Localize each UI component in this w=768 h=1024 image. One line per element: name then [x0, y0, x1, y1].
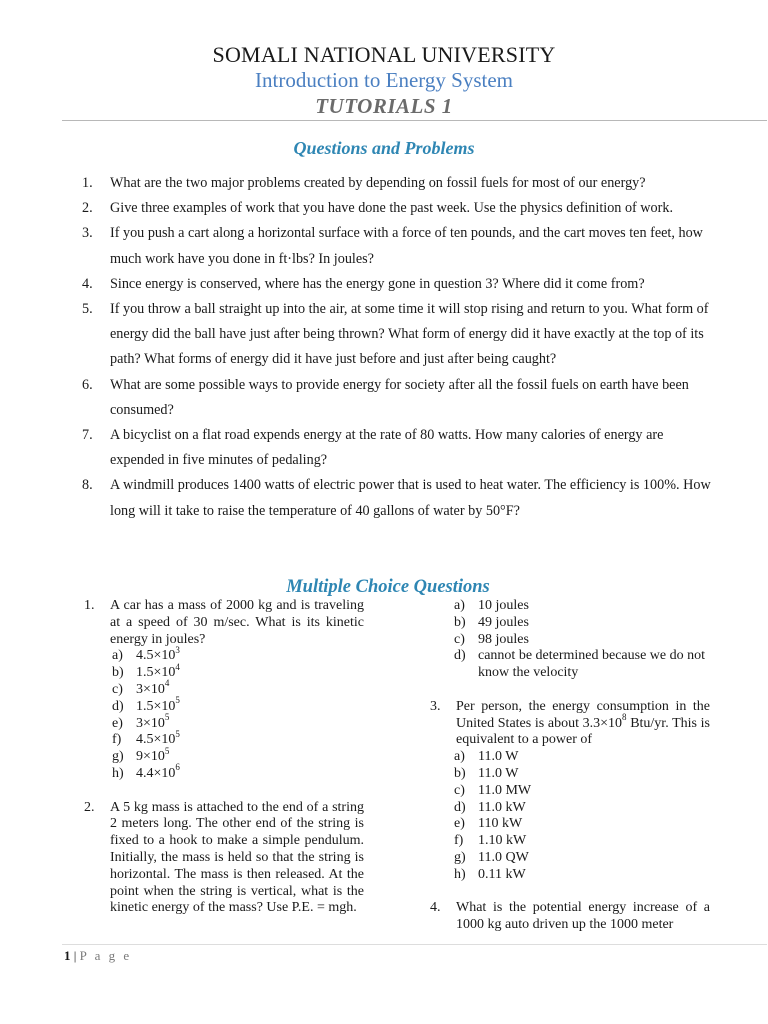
mcq-item [84, 800, 364, 918]
question-text: A windmill produces 1400 watts of electric power that is used to heat water. The efficiency is 100%. How long will it take to raise the temperature of 40 gallons of water by 50°F? [110, 477, 711, 519]
mcq-number: 3. [430, 698, 441, 714]
option-letter: h) [112, 765, 124, 781]
footer-divider [62, 944, 767, 945]
question-item [82, 171, 712, 196]
mcq-number: 4. [430, 900, 441, 916]
question-text: If you push a cart along a horizontal surface with a force of ten pounds, and the cart moves ten feet, how much work have you done in ft·lbs? In joules? [110, 225, 703, 267]
option-letter: a) [454, 749, 465, 765]
option-letter: b) [454, 765, 466, 781]
question-number: 5. [82, 301, 93, 318]
question-number: 4. [82, 275, 93, 292]
question-number: 8. [82, 477, 93, 494]
course-title: Introduction to Energy System [255, 68, 513, 92]
page-footer [64, 948, 132, 964]
mcq-text: A 5 kg mass is attached to the end of a string 2 meters long. The other end of the string is fixed to a hook to make a simple pendulum. Initially, the mass is held so that the string is horizontal. The mass is then released. At the point when the string is vertical, what is the kinetic energy of the mass? Use P.E. = mgh. [110, 799, 364, 916]
tutorial-title: TUTORIALS 1 [315, 94, 453, 118]
mcq-option [430, 833, 710, 850]
option-text: $3\times 10^4$ [136, 678, 170, 697]
question-number: 6. [82, 376, 93, 393]
option-letter: e) [454, 816, 465, 832]
option-text: 49 joules [478, 614, 529, 630]
mcq-option [84, 661, 364, 682]
option-letter: a) [454, 598, 465, 613]
option-letter: f) [112, 732, 122, 748]
mcq-option [430, 648, 710, 682]
option-letter: c) [112, 681, 123, 697]
option-letter: a) [112, 648, 123, 664]
page-number: 1 [64, 948, 71, 963]
question-text: What are the two major problems created by depending on fossil fuels for most of our energy? [110, 175, 646, 191]
option-text: 11.0 kW [478, 799, 526, 815]
option-text: 11.0 QW [478, 849, 529, 865]
mcq-number: 2. [84, 799, 95, 815]
option-letter: b) [454, 614, 466, 630]
mcq-option [84, 745, 364, 766]
mcq-item [84, 598, 364, 648]
question-item [82, 473, 712, 523]
mcq-option [430, 816, 710, 833]
mcq-option [430, 867, 710, 884]
question-number: 3. [82, 225, 93, 242]
mcq-column-left [84, 598, 364, 917]
option-text: $9\times 10^5$ [136, 745, 170, 765]
question-text: Since energy is conserved, where has the energy gone in question 3? Where did it come from? [110, 275, 645, 292]
question-item [82, 373, 712, 423]
option-text: $4.4\times 10^6$ [136, 762, 180, 781]
mcq-option [84, 695, 364, 716]
option-letter: h) [454, 866, 466, 882]
option-text: 10 joules [478, 598, 529, 613]
question-text: Give three examples of work that you have done the past week. Use the physics definition of work. [110, 200, 674, 217]
header-divider [62, 120, 767, 121]
option-letter: c) [454, 631, 465, 647]
option-text: 110 kW [478, 816, 523, 832]
mcq-option [84, 644, 364, 665]
option-letter: g) [454, 849, 466, 865]
mcq-option [84, 728, 364, 749]
option-text: 0.11 kW [478, 866, 526, 882]
mcq-text: A car has a mass of 2000 kg and is traveling at a speed of 30 m/sec. What is its kinetic energy in joules? [110, 598, 364, 647]
option-letter: d) [454, 799, 466, 815]
question-number: 7. [82, 427, 93, 444]
option-text: 11.0 W [478, 749, 519, 765]
question-number: 2. [82, 200, 93, 217]
mcq-option [430, 615, 710, 632]
section-title-mcq: Multiple Choice Questions [286, 577, 490, 597]
question-item [82, 196, 712, 221]
option-text: $4.5\times 10^5$ [136, 728, 180, 748]
option-letter: g) [112, 749, 124, 765]
option-letter: b) [112, 665, 124, 681]
mcq-option [430, 749, 710, 766]
mcq-option [430, 783, 710, 800]
option-letter: e) [112, 715, 123, 731]
question-text: If you throw a ball straight up into the air, at some time it will stop rising and return to you. What form of energy did the ball have just after being thrown? What form of energy did it have exactly at the top of its path? What forms of energy did it have just before and just after being caught? [110, 301, 709, 368]
mcq-option [430, 800, 710, 817]
option-text: $4.5\times 10^3$ [136, 644, 180, 664]
mcq-column-right [430, 598, 710, 934]
mcq-item [430, 699, 710, 749]
option-text: 11.0 W [478, 765, 519, 781]
option-text: $3\times 10^5$ [136, 711, 170, 731]
question-item [82, 221, 712, 271]
option-text: $1.5\times 10^4$ [136, 661, 180, 681]
option-text: 1.10 kW [478, 833, 527, 849]
option-letter: d) [454, 648, 466, 664]
mcq-option [84, 762, 364, 783]
question-item [82, 272, 712, 297]
option-letter: d) [112, 698, 124, 714]
mcq-option [84, 711, 364, 733]
mcq-option [430, 598, 710, 615]
question-item [82, 423, 712, 473]
mcq-item [430, 900, 710, 934]
mcq-option [430, 850, 710, 867]
option-text: 98 joules [478, 631, 529, 647]
option-text: 11.0 MW [478, 782, 532, 798]
option-text: cannot be determined because we do not know the velocity [478, 648, 706, 681]
university-name: SOMALI NATIONAL UNIVERSITY [212, 42, 556, 67]
section-title-questions: Questions and Problems [293, 138, 475, 158]
question-text: A bicyclist on a flat road expends energy at the rate of 80 watts. How many calories of energy are expended in five minutes of pedaling? [110, 427, 664, 469]
footer-separator: | [73, 948, 77, 963]
mcq-option [430, 632, 710, 649]
option-letter: f) [454, 833, 464, 849]
mcq-option [430, 766, 710, 783]
question-number: 1. [82, 175, 93, 191]
question-text: What are some possible ways to provide energy for society after all the fossil fuels on earth have been consumed? [110, 376, 689, 418]
questions-list [82, 171, 712, 524]
mcq-number: 1. [84, 598, 95, 613]
mcq-option [84, 678, 364, 699]
mcq-text: Per person, the energy consumption in the United States is about $3.3\times 10^8$ Btu/yr. This is equivalent to a power of [456, 698, 710, 748]
option-text: $1.5\times 10^5$ [136, 695, 180, 714]
option-letter: c) [454, 782, 465, 798]
mcq-text: What is the potential energy increase of a 1000 kg auto driven up the 1000 meter [456, 900, 710, 933]
question-item [82, 297, 712, 373]
page-label: P a g e [79, 948, 132, 963]
